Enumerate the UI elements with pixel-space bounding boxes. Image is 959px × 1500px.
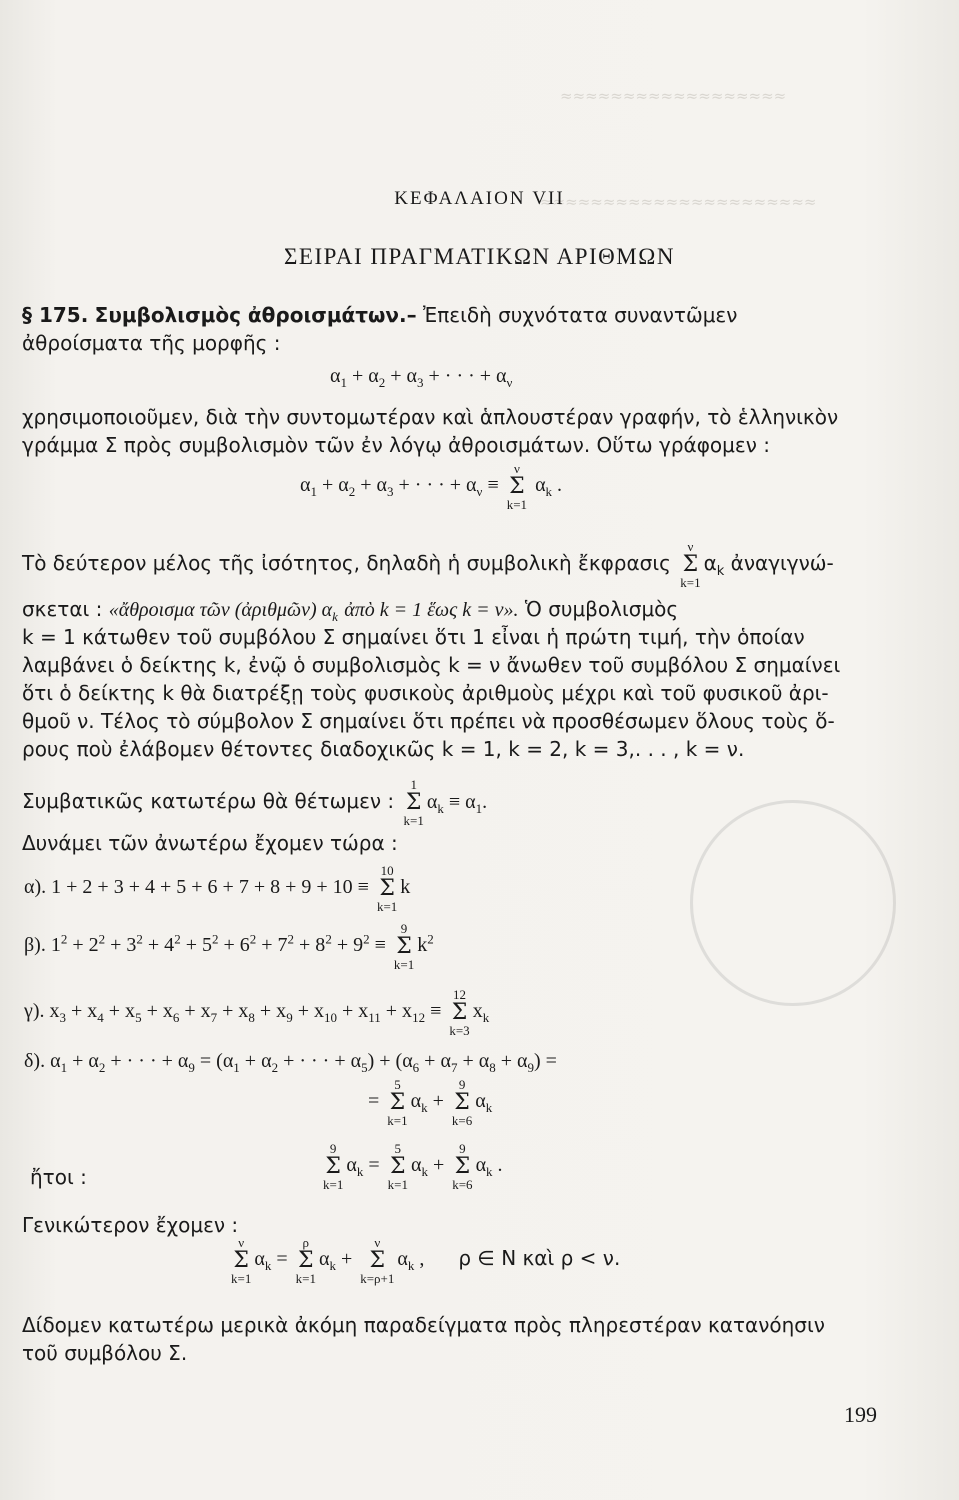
bleed-through-text: ≈≈≈≈≈≈≈≈≈≈≈≈≈≈≈≈≈≈≈≈≈≈ xyxy=(540,193,817,211)
example-a-expression: 1 + 2 + 3 + 4 + 5 + 6 + 7 + 8 + 9 + 10 ≡ xyxy=(51,876,369,899)
chapter-title: ΣΕΙΡΑΙ ΠΡΑΓΜΑΤΙΚΩΝ ΑΡΙΘΜΩΝ xyxy=(284,244,675,269)
text-line: Γενικώτερον ἔχομεν : xyxy=(22,1213,239,1237)
formula-sigma-definition: $\alpha_1 + \alpha_2 + \alpha_3$ + · · · + $\alpha_\nu$ ≡ ν Σ k=1 $\alpha_k$ . xyxy=(300,461,563,513)
formula-sum-terms: $\alpha_1 + \alpha_2 + \alpha_3$ + · · · + $\alpha_\nu$ xyxy=(330,365,513,390)
text-line: χρησιμοποιοῦμεν, διὰ τὴν συντομωτέραν καὶ ἁπλουστέραν γραφήν, τὸ ἑλληνικὸν xyxy=(22,405,839,429)
text-line: ρους ποὺ ἐλάβομεν θέτοντες διαδοχικῶς k = 1, k = 2, k = 3,. . . , k = ν. xyxy=(22,737,745,761)
section-title: Συμβολισμὸς ἀθροισμάτων.– xyxy=(94,303,417,327)
chapter-label: ΚΕΦΑΛΑΙΟΝ VII xyxy=(394,188,565,209)
quote-reading-end: ἀπὸ k = 1 ἕως k = ν». xyxy=(344,599,519,621)
example-c: γ). $x_3 + x_4 + x_5 + x_6 + x_7 + x_8 + x_9 + x_{10} + x_{11} + x_{12}$ ≡ 12 Σ k=3 $x_k$ xyxy=(24,987,490,1039)
example-d-continued: = 5 Σ k=1 $\alpha_k$ + 9 Σ k=6 $\alpha_k$ xyxy=(368,1077,493,1129)
formula-htoi: 9 Σ k=1 $\alpha_k$ = 5 Σ k=1 $\alpha_k$ + 9 Σ k=6 $\alpha_k$ . xyxy=(323,1141,503,1193)
text-line: ἀθροίσματα τῆς μορφῆς : xyxy=(22,331,281,355)
text-line: θμοῦ ν. Τέλος τὸ σύμβολον Σ σημαίνει ὅτι πρέπει νὰ προσθέσωμεν ὅλους τοὺς ὅ- xyxy=(22,709,835,733)
section-intro: Ἐπειδὴ συχνότατα συναντῶμεν xyxy=(423,303,738,327)
section-heading-line xyxy=(22,302,937,328)
example-d: δ). $\alpha_1 + \alpha_2$ + · · · + $\alpha_9 = (\alpha_1 + \alpha_2$ + · · · + $\alpha_5) + (\alpha_6 + \alpha_7 + \alpha_8 + \alpha_9)$ = xyxy=(24,1050,557,1075)
text-fragment: ἀναγιγνώ- xyxy=(730,551,834,576)
section-number: § 175. xyxy=(22,303,89,327)
text-line: ὅτι ὁ δείκτης k θὰ διατρέξῃ τοὺς φυσικοὺς ἀριθμοὺς μέχρι καὶ τοῦ φυσικοῦ ἀρι- xyxy=(22,681,829,705)
text-line: γράμμα Σ πρὸς συμβολισμὸν τῶν ἐν λόγῳ ἀθροισμάτων. Οὕτω γράφομεν : xyxy=(22,433,770,457)
formula-condition: ρ ∈ N καὶ ρ < ν. xyxy=(458,1246,621,1271)
text-line: k = 1 κάτωθεν τοῦ συμβόλου Σ σημαίνει ὅτι 1 εἶναι ἡ πρώτη τιμή, τὴν ὁποίαν xyxy=(22,625,805,649)
bleed-through-text: ≈≈≈≈≈≈≈≈≈≈≈≈≈≈≈≈≈≈ xyxy=(560,87,787,105)
page-number: 199 xyxy=(844,1402,877,1427)
quote-reading: «ἄθροισμα τῶν (ἀριθμῶν) α xyxy=(108,599,333,621)
text-fragment: Τὸ δεύτερον μέλος τῆς ἰσότητος, δηλαδὴ ἡ συμβολικὴ ἔκφρασις xyxy=(22,551,671,576)
text-line: Τὸ δεύτερον μέλος τῆς ἰσότητος, δηλαδὴ ἡ συμβολικὴ ἔκφρασις ν Σ k=1 $\alpha_k$ ἀναγιγνώ- xyxy=(22,539,834,591)
example-label: δ). xyxy=(24,1050,46,1072)
example-a: α). 1 + 2 + 3 + 4 + 5 + 6 + 7 + 8 + 9 + 10 ≡ 10 Σ k=1 k xyxy=(24,863,411,915)
text-fragment: Ὁ συμβολισμὸς xyxy=(524,597,679,621)
text-line: Δίδομεν κατωτέρω μερικὰ ἀκόμη παραδείγματα πρὸς πληρεστέραν κατανόησιν xyxy=(22,1313,825,1337)
example-label: α). xyxy=(24,876,47,899)
text-fragment: σκεται : xyxy=(22,597,103,621)
text-fragment: Συμβατικῶς κατωτέρω θὰ θέτωμεν : xyxy=(22,789,395,814)
text-line: ἤτοι : xyxy=(30,1165,87,1189)
text-line: τοῦ συμβόλου Σ. xyxy=(22,1341,188,1365)
text-line: Δυνάμει τῶν ἀνωτέρω ἔχομεν τώρα : xyxy=(22,831,398,855)
text-line: λαμβάνει ὁ δείκτης k, ἐνῷ ὁ συμβολισμὸς k = ν ἄνωθεν τοῦ συμβόλου Σ σημαίνει xyxy=(22,653,841,677)
text-line: Συμβατικῶς κατωτέρω θὰ θέτωμεν : 1 Σ k=1 $\alpha_k \equiv \alpha_1$. xyxy=(22,777,488,829)
formula-general: ν Σ k=1 $\alpha_k$ = ρ Σ k=1 $\alpha_k$ + ν Σ k=ρ+1 $\alpha_k$ , ρ ∈ N καὶ ρ < ν. xyxy=(231,1235,621,1287)
example-b: β). $1^2 + 2^2 + 3^2 + 4^2 + 5^2 + 6^2 + 7^2 + 8^2 + 9^2$ ≡ 9 Σ k=1 $k^2$ xyxy=(24,921,434,973)
example-label: γ). xyxy=(24,1000,45,1023)
example-label: β). xyxy=(24,934,46,957)
text-line: σκεται : «ἄθροισμα τῶν (ἀριθμῶν) $\alpha_k$ ἀπὸ k = 1 ἕως k = ν». Ὁ συμβολισμὸς xyxy=(22,597,679,624)
